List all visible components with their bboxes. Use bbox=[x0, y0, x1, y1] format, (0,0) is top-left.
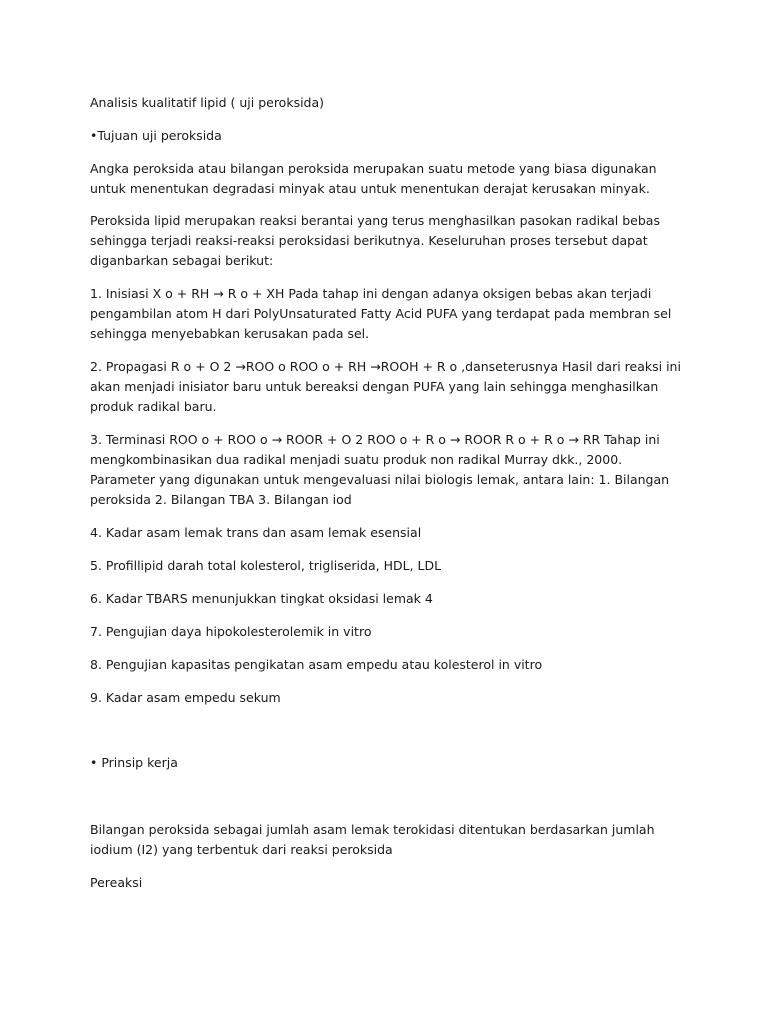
paragraph-angka: Angka peroksida atau bilangan peroksida merupakan suatu metode yang biasa digunakan untuk menentukan degradasi minyak atau untuk menentukan derajat kerusakan minyak. bbox=[90, 161, 657, 196]
list-item-terminasi: 3. Terminasi ROO o + ROO o → ROOR + O 2 ROO o + R o → ROOR R o + R o → RR Tahap ini mengkombinasikan dua radikal menjadi suatu produk non radikal Murray dkk., 2000. Parameter yang digunakan untuk mengevaluasi nilai biologis lemak, antara lain: 1. Bilangan peroksida 2. Bilangan TBA 3. Bilangan iod bbox=[90, 432, 670, 507]
list-item-propagasi: 2. Propagasi R o + O 2 →ROO o ROO o + RH →ROOH + R o ,danseterusnya Hasil dari reaksi ini akan menjadi inisiator baru untuk bereaksi dengan PUFA yang lain sehingga menghasilkan produk radikal baru. bbox=[90, 359, 681, 414]
list-item-7: 7. Pengujian daya hipokolesterolemik in vitro bbox=[90, 624, 372, 639]
list-item-6: 6. Kadar TBARS menunjukkan tingkat oksidasi lemak 4 bbox=[90, 591, 433, 606]
paragraph-bilangan: Bilangan peroksida sebagai jumlah asam lemak terokidasi ditentukan berdasarkan jumlah iodium (I2) yang terbentuk dari reaksi peroksida bbox=[90, 822, 655, 857]
heading-pereaksi: Pereaksi bbox=[90, 875, 143, 890]
heading-prinsip: • Prinsip kerja bbox=[90, 755, 178, 770]
list-item-5: 5. Profillipid darah total kolesterol, trigliserida, HDL, LDL bbox=[90, 558, 442, 573]
document-title: Analisis kualitatif lipid ( uji peroksida) bbox=[90, 95, 325, 110]
list-item-4: 4. Kadar asam lemak trans dan asam lemak esensial bbox=[90, 525, 422, 540]
heading-tujuan: •Tujuan uji peroksida bbox=[90, 128, 222, 143]
list-item-8: 8. Pengujian kapasitas pengikatan asam empedu atau kolesterol in vitro bbox=[90, 657, 543, 672]
list-item-9: 9. Kadar asam empedu sekum bbox=[90, 690, 281, 705]
list-item-inisiasi: 1. Inisiasi X o + RH → R o + XH Pada tahap ini dengan adanya oksigen bebas akan terjadi pengambilan atom H dari PolyUnsaturated Fatty Acid PUFA yang terdapat pada membran sel sehingga menyebabkan kerusakan pada sel. bbox=[90, 286, 672, 341]
paragraph-peroksida: Peroksida lipid merupakan reaksi berantai yang terus menghasilkan pasokan radikal bebas sehingga terjadi reaksi-reaksi peroksidasi berikutnya. Keseluruhan proses tersebut dapat diganbarkan sebagai berikut: bbox=[90, 213, 660, 268]
